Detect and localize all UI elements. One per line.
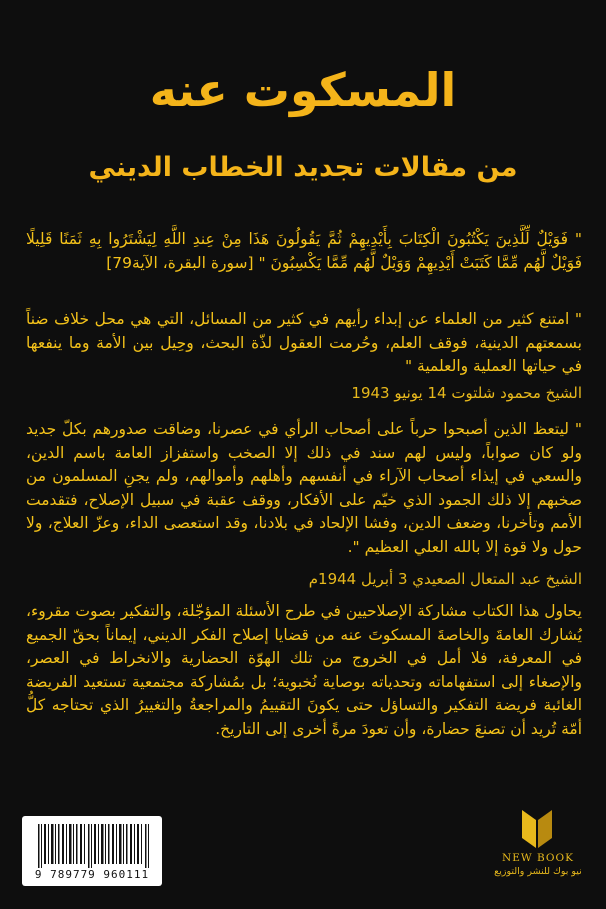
barcode — [22, 816, 162, 886]
isbn-number: 9 789779 960111 — [34, 868, 150, 881]
book-logo-icon — [520, 806, 554, 850]
publisher-arabic-name: نيو بوك للنشر والتوزيع — [494, 866, 582, 877]
publisher-logo — [490, 806, 586, 888]
publisher-name: NEW BOOK — [502, 852, 574, 864]
book-description: يحاول هذا الكتاب مشاركة الإصلاحيين في طرح الأسئلة المؤجّلة، والتفكير بصوت مقروء، يُشارك العامةَ والخاصةَ المسكوتَ عنه من قضايا إصلاح الفكر الديني، إيماناً بحقّ الجميع في المعرفة، فلا أمل في الخروج من تلك الهوّة الحضارية والانخراط في العصر، والإصغاء إلى استفهاماته وتحدياته بوصاية نُخبوية؛ بل بمُشاركة مجتمعية تستعيد الفريضة الغائبة فريضة التفكير والتساؤل حتى يكونَ التقييمُ والمراجعةُ والتغييرُ الذي تحتاجه كلُّ أمّة تُريد أن تصنعَ حضارة، وأن تعودَ مرةً أخرى إلى التاريخ. — [26, 602, 582, 738]
book-title: المسكوت عنه — [149, 63, 457, 117]
saidi-signature: الشيخ عبد المتعال الصعيدي 3 أبريل 1944م — [308, 570, 582, 588]
book-subtitle: من مقالات تجديد الخطاب الديني — [88, 152, 518, 183]
barcode-bars — [36, 824, 152, 868]
saidi-quote: " ليتعظ الذين أصبحوا حرباً على أصحاب الرأي في عصرنا، وضاقت صدورهم بكلّ جديد ولو كان صواباً، وليس لهم سند في ذلك إلا الصخب واستفزاز العامة باسم الدين، والسعي في إيذاء أصحاب الآراء في أنفسهم وأهلهم وأموالهم، ولم يجنِ المسلمون من صخبهم إلا ذلك الجمود الذي خيّم على الأفكار، ووقف عقبة في سبيل الإصلاح، فتقدمت الأمم وتأخرنا، وضعف الدين، وفشا الإلحاد في بلادنا، وقد استعصى الداء، وعزّ العلاج، ولا حول ولا قوة إلا بالله العلي العظيم ". — [26, 420, 582, 556]
shaltout-quote: " امتنع كثير من العلماء عن إبداء رأيهم في كثير من المسائل، التي هي محل خلاف ضناً بسمعتهم الدينية، فوقف العلم، وحُرمت العقول لذّة البحث، وحِيل بين الأمة وما ينفعها في حياتها العملية والعلمية " — [26, 310, 582, 375]
quran-quote: " فَوَيْلٌ لِّلَّذِينَ يَكْتُبُونَ الْكِتَابَ بِأَيْدِيهِمْ ثُمَّ يَقُولُونَ هَذَا مِنْ عِندِ اللَّهِ لِيَشْتَرُوا بِهِ ثَمَنًا قَلِيلًا فَوَيْلٌ لَّهُم مِّمَّا كَتَبَتْ أَيْدِيهِمْ وَوَيْلٌ لَّهُم مِّمَّا يَكْسِبُونَ " [سورة البقرة، الآية79] — [26, 230, 582, 272]
shaltout-signature: الشيخ محمود شلتوت 14 يونيو 1943 — [351, 384, 582, 402]
